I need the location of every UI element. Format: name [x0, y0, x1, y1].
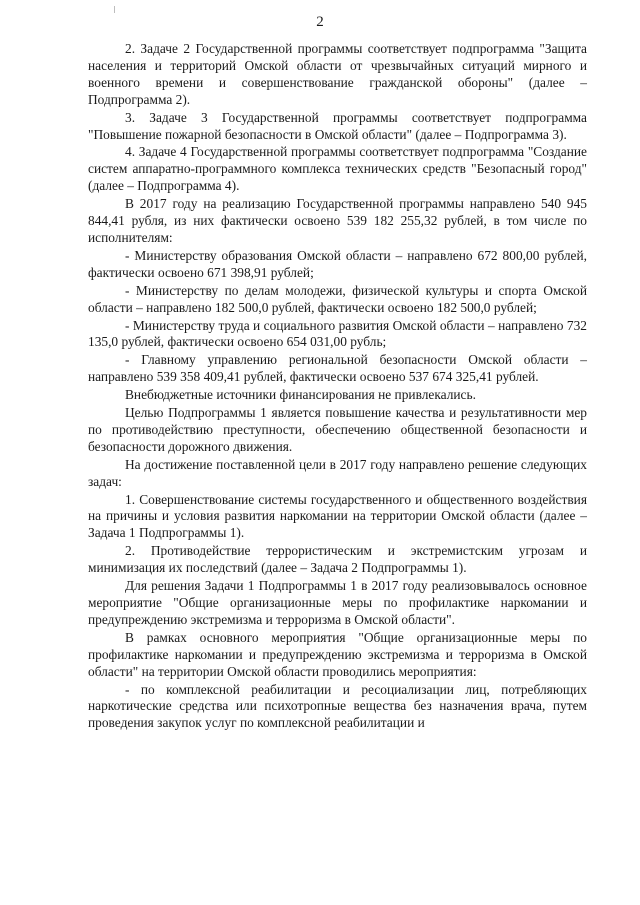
paragraph: Внебюджетные источники финансирования не привлекались. — [125, 387, 476, 403]
paragraph: В рамках основного мероприятия "Общие организационные меры по профилактике наркомании и предупреждению экстремизма и терроризма в Омской области" на территории Омской области проводились мероприятия: — [88, 629, 587, 679]
paragraph: - Министерству образования Омской области – направлено 672 800,00 рублей, фактически освоено 671 398,91 рублей; — [88, 247, 587, 280]
paragraph: - Министерству труда и социального развития Омской области – направлено 732 135,0 рублей, фактически освоено 654 031,00 рубль; — [88, 317, 587, 350]
paragraph: Целью Подпрограммы 1 является повышение качества и результативности мер по противодействию преступности, обеспечению общественной безопасности и безопасности дорожного движения. — [88, 405, 587, 454]
paragraph: - Министерству по делам молодежи, физической культуры и спорта Омской области – направлено 182 500,0 рублей, фактически освоено 182 500,0 рублей; — [88, 282, 587, 315]
paragraph: 3. Задаче 3 Государственной программы соответствует подпрограмма "Повышение пожарной безопасности в Омской области" (далее – Подпрограмма 3). — [88, 109, 587, 142]
scan-artifact — [114, 6, 115, 13]
paragraph: В 2017 году на реализацию Государственной программы направлено 540 945 844,41 рубля, из них фактически освоено 539 182 255,32 рублей, в том числе по исполнителям: — [88, 196, 587, 245]
paragraph: 2. Задаче 2 Государственной программы соответствует подпрограмма "Защита населения и территорий Омской области от чрезвычайных ситуаций мирного и военного времени и совершенствование гражданской обороны" (далее – Подпрограмма 2). — [88, 41, 587, 107]
paragraph: 2. Противодействие террористическим и экстремистским угрозам и минимизация их последствий (далее – Задача 2 Подпрограммы 1). — [88, 543, 587, 576]
paragraph: 1. Совершенствование системы государственного и общественного воздействия на причины и условия развития наркомании на территории Омской области (далее – Задача 1 Подпрограммы 1). — [88, 491, 587, 541]
paragraph: - по комплексной реабилитации и ресоциализации лиц, потребляющих наркотические средства или психотропные вещества без назначения врача, путем проведения закупок услуг по комплексной реабилитации и — [88, 681, 587, 731]
paragraph: 4. Задаче 4 Государственной программы соответствует подпрограмма "Создание систем аппаратно-программного комплекса технических средств "Безопасный город" (далее – Подпрограмма 4). — [88, 144, 587, 194]
document-body — [88, 41, 587, 733]
paragraph: На достижение поставленной цели в 2017 году направлено решение следующих задач: — [88, 456, 587, 489]
paragraph: Для решения Задачи 1 Подпрограммы 1 в 2017 году реализовывалось основное мероприятие "Общие организационные меры по профилактике наркомании и предупреждению экстремизма и терроризма в Омской области". — [88, 578, 587, 627]
page-number: 2 — [316, 14, 324, 30]
paragraph: - Главному управлению региональной безопасности Омской области – направлено 539 358 409,41 рублей, фактически освоено 537 674 325,41 рублей. — [88, 352, 587, 385]
